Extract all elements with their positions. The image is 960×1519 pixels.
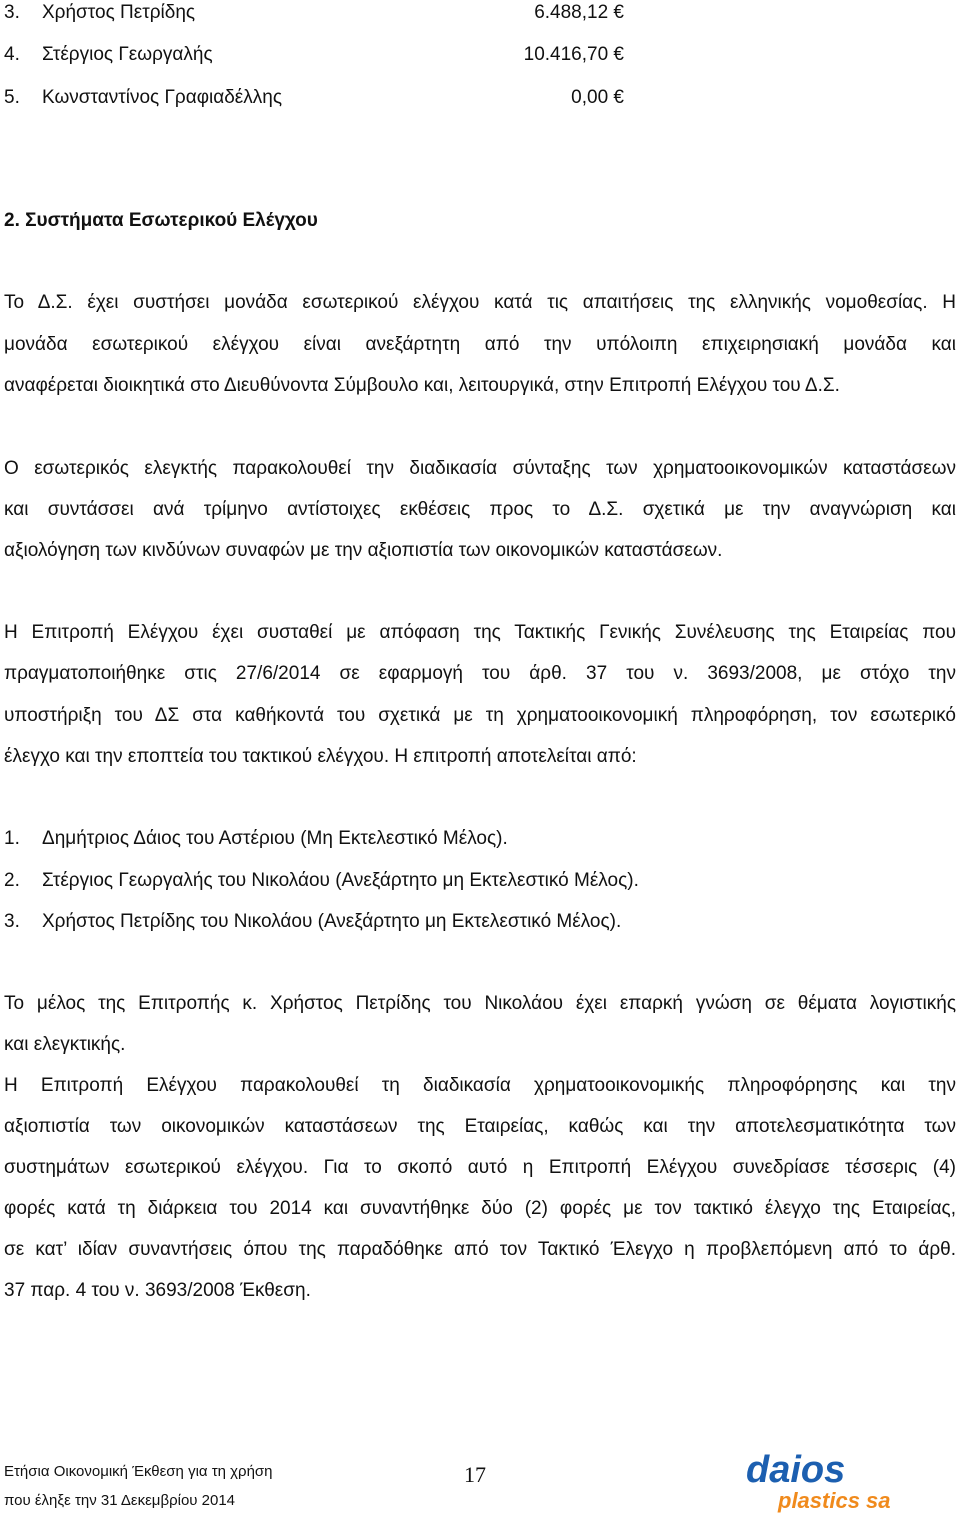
- footer-report-period: που έληξε την 31 Δεκεμβρίου 2014: [4, 1492, 236, 1509]
- member-text: Χρήστος Πετρίδης του Νικολάου (Ανεξάρτητο μη Εκτελεστικό Μέλος).: [42, 911, 622, 932]
- paragraph-line: αναφέρεται διοικητικά στο Διευθύνοντα Σύμβουλο και, λειτουργικά, στην Επιτροπή Ελέγχου του Δ.Σ.: [4, 375, 840, 396]
- paragraph-line: και ελεγκτικής.: [4, 1034, 126, 1055]
- director-name: Κωνσταντίνος Γραφιαδέλλης: [42, 87, 283, 108]
- logo-wordmark: daios: [746, 1450, 846, 1491]
- paragraph-line: υποστήριξη του ΔΣ στα καθήκοντά του σχετικά με τη χρηματοοικονομική πληροφόρηση, τον εσωτερικό: [4, 705, 956, 726]
- committee-member: [4, 828, 508, 850]
- paragraph-line: συστημάτων εσωτερικού ελέγχου. Για το σκοπό αυτό η Επιτροπή Ελέγχου συνεδρίασε τέσσερις (4): [4, 1157, 956, 1178]
- section-heading: 2. Συστήματα Εσωτερικού Ελέγχου: [4, 210, 318, 231]
- paragraph-line: Το μέλος της Επιτροπής κ. Χρήστος Πετρίδης του Νικολάου έχει επαρκή γνώση σε θέματα λογιστικής: [4, 993, 956, 1014]
- paragraph-line: αξιοπιστία των οικονομικών καταστάσεων της Εταιρείας, καθώς και την αποτελεσματικότητα των: [4, 1116, 956, 1137]
- company-logo: [738, 1450, 938, 1519]
- paragraph-line: Η Επιτροπή Ελέγχου έχει συσταθεί με απόφαση της Τακτικής Γενικής Συνέλευσης της Εταιρείας που: [4, 622, 956, 643]
- paragraph-line: και συντάσσει ανά τρίμηνο αντίστοιχες εκθέσεις προς το Δ.Σ. σχετικά με την αναγνώριση και: [4, 499, 956, 520]
- director-name: Στέργιος Γεωργαλής: [42, 44, 213, 65]
- member-text: Δημήτριος Δάιος του Αστέριου (Μη Εκτελεστικό Μέλος).: [42, 828, 508, 849]
- director-amount: 0,00 €: [571, 87, 624, 108]
- list-number: 1.: [4, 828, 20, 849]
- committee-member: [4, 911, 621, 933]
- director-row: [4, 87, 282, 109]
- page-number: 17: [464, 1462, 486, 1487]
- director-amount: 10.416,70 €: [523, 44, 624, 65]
- committee-member: [4, 870, 639, 892]
- list-number: 4.: [4, 44, 20, 65]
- paragraph-line: έλεγχο και την εποπτεία του τακτικού ελέγχου. Η επιτροπή αποτελείται από:: [4, 746, 637, 767]
- director-amount: 6.488,12 €: [534, 2, 624, 23]
- paragraph-line: Η Επιτροπή Ελέγχου παρακολουθεί τη διαδικασία χρηματοοικονομικής πληροφόρησης και την: [4, 1075, 956, 1096]
- paragraph-line: σε κατ’ ιδίαν συναντήσεις όπου της παραδόθηκε από τον Τακτικό Έλεγχο η προβλεπόμενη από το άρθ.: [4, 1239, 956, 1260]
- paragraph-line: Το Δ.Σ. έχει συστήσει μονάδα εσωτερικού ελέγχου κατά τις απαιτήσεις της ελληνικής νομοθεσίας. Η: [4, 292, 956, 313]
- list-number: 3.: [4, 2, 20, 23]
- paragraph-line: αξιολόγηση των κινδύνων συναφών με την αξιοπιστία των οικονομικών καταστάσεων.: [4, 540, 723, 561]
- director-name: Χρήστος Πετρίδης: [42, 2, 196, 23]
- paragraph-line: πραγματοποιήθηκε στις 27/6/2014 σε εφαρμογή του άρθ. 37 του ν. 3693/2008, με στόχο την: [4, 663, 956, 684]
- member-text: Στέργιος Γεωργαλής του Νικολάου (Ανεξάρτητο μη Εκτελεστικό Μέλος).: [42, 870, 639, 891]
- list-number: 5.: [4, 87, 20, 108]
- logo-subtitle: plastics sa: [778, 1488, 891, 1513]
- paragraph-line: 37 παρ. 4 του ν. 3693/2008 Έκθεση.: [4, 1280, 311, 1301]
- paragraph-line: μονάδα εσωτερικού ελέγχου είναι ανεξάρτητη από την υπόλοιπη επιχειρησιακή μονάδα και: [4, 334, 956, 355]
- footer-report-title: Ετήσια Οικονομική Έκθεση για τη χρήση: [4, 1463, 273, 1480]
- list-number: 3.: [4, 911, 20, 932]
- director-row: [4, 44, 213, 66]
- paragraph-line: Ο εσωτερικός ελεγκτής παρακολουθεί την διαδικασία σύνταξης των χρηματοοικονομικών καταστάσεων: [4, 458, 956, 479]
- director-row: [4, 2, 195, 24]
- paragraph-line: φορές κατά τη διάρκεια του 2014 και συναντήθηκε δύο (2) φορές με τον τακτικό έλεγχο της Εταιρείας,: [4, 1198, 956, 1219]
- list-number: 2.: [4, 870, 20, 891]
- daios-logo-graphic: [738, 1450, 938, 1514]
